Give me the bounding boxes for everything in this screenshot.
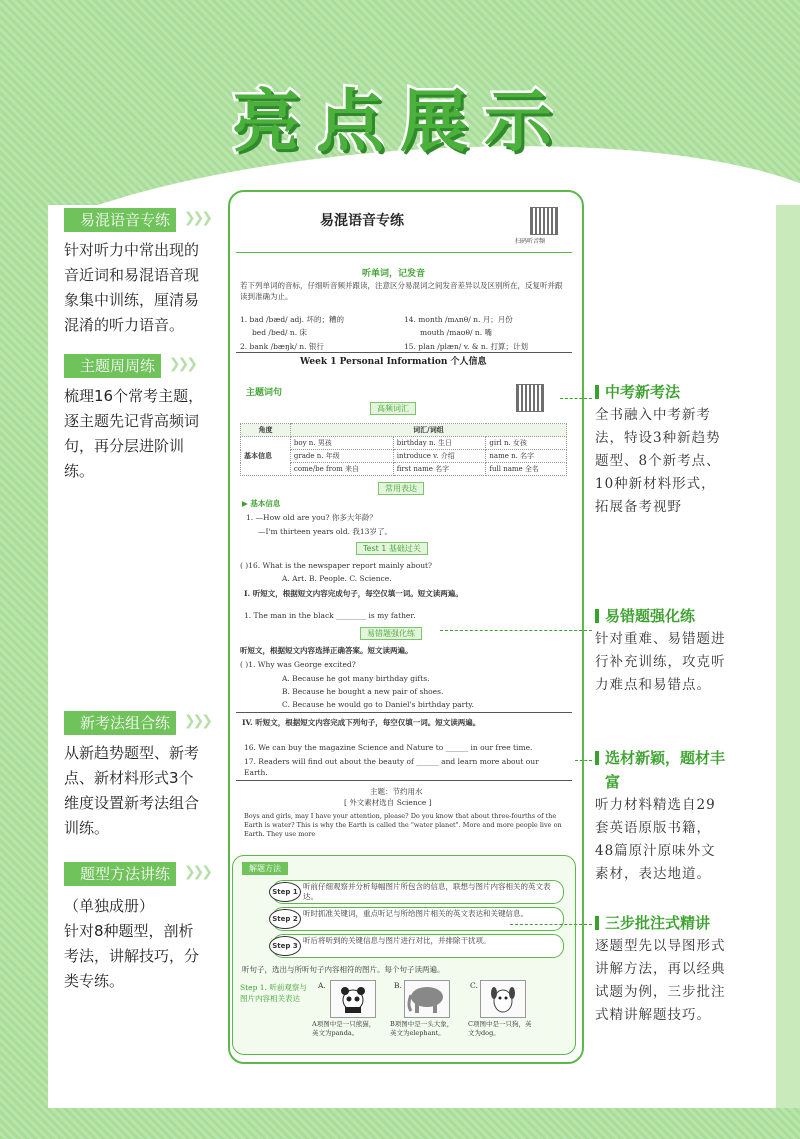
section-heading: 听单词，记发音 xyxy=(362,269,426,279)
right-text: 全书融入中考新考法，特设3种新趋势题型、8个新考点、10种新材料形式，拓展备考视野 xyxy=(595,407,721,515)
step-row xyxy=(272,907,564,931)
topic-source: [ 外文素材选自 Science ] xyxy=(344,798,432,807)
mc-instructions: 听短文，根据短文内容选择正确答案。短文读两遍。 xyxy=(240,646,413,655)
question: ( )16. What is the newspaper report mainly about? xyxy=(240,561,433,570)
connector-line xyxy=(560,398,592,399)
dog-icon xyxy=(481,981,525,1017)
instructions: 若下列单词的音标，仔细听音频并跟读，注意区分易混词之间发音差异以及区别所在，反复听并跟读到准确为止。 xyxy=(240,281,563,301)
table-cell: name n. 名字 xyxy=(486,450,567,463)
divider xyxy=(236,252,572,253)
pic-label: A. xyxy=(318,981,326,990)
dog-image xyxy=(480,980,526,1018)
table-row xyxy=(241,437,567,450)
table-cell: grade n. 年级 xyxy=(290,450,393,463)
right-item-3 xyxy=(595,746,727,886)
right-text: 逐题型先以导图形式讲解方法，再以经典试题为例，三步批注式精讲解题技巧。 xyxy=(595,938,726,1023)
table-cell: birthday n. 生日 xyxy=(393,437,486,450)
vocab-pill: 高频词汇 xyxy=(370,402,416,415)
page-title: 亮点展示 xyxy=(231,82,568,162)
table-cell: first name 名字 xyxy=(393,463,486,476)
table-row-label: 基本信息 xyxy=(241,437,291,476)
step-badge: Step 3 xyxy=(269,936,301,956)
left-border-pattern xyxy=(0,205,48,1139)
connector-line xyxy=(510,924,592,925)
pic-label: C. xyxy=(470,981,478,990)
qr-code-icon-2 xyxy=(516,384,544,412)
step-text: 听时抓准关键词，重点听记与所给图片相关的英文表达和关键信息。 xyxy=(303,909,528,918)
right-border xyxy=(776,205,800,1139)
step-badge: Step 1 xyxy=(269,882,301,902)
doc-title: 易混语音专练 xyxy=(320,213,404,229)
pic-caption: C项图中是一只狗，英文为dog。 xyxy=(468,1020,532,1037)
iv-question: 16. We can buy the magazine Science and Nature to ______ in our free time. xyxy=(244,743,533,752)
right-item-2 xyxy=(595,604,727,697)
word-item: 1. bad /bæd/ adj. 坏的；糟的 xyxy=(240,315,344,324)
week-title: Week 1 Personal Information 个人信息 xyxy=(300,357,487,367)
right-heading: 中考新考法 xyxy=(595,380,727,404)
qr-code-icon xyxy=(530,207,558,235)
elephant-image xyxy=(404,980,450,1018)
word-item: 15. plan /plæn/ v. & n. 打算；计划 xyxy=(404,342,528,351)
left-tag: 主题周周练 ❯❯❯ xyxy=(64,354,161,378)
word-item: 2. bank /bæŋk/ n. 银行 xyxy=(240,342,324,351)
vocab-table xyxy=(240,423,567,476)
word-item: mouth /maʊθ/ n. 嘴 xyxy=(420,328,492,337)
right-heading: 选材新颖，题材丰富 xyxy=(595,746,727,794)
qr-label: 扫码听音频 xyxy=(515,238,546,245)
connector-line xyxy=(575,760,592,761)
step-text: 听前仔细观察并分析每幅图片所包含的信息，联想与图片内容相关的英文表达。 xyxy=(303,882,551,901)
question-options: A. Art. B. People. C. Science. xyxy=(282,574,392,583)
mc-option: C. Because he would go to Daniel's birthday party. xyxy=(282,700,474,709)
table-cell: come/be from 来自 xyxy=(290,463,393,476)
example-step: Step 1. 听前观察与图片内容相关表达 xyxy=(240,983,307,1003)
expr-line: 1. —How old are you? 你多大年龄？ xyxy=(246,513,377,522)
bottom-border-pattern xyxy=(0,1108,800,1139)
word-item: 14. month /mʌnθ/ n. 月；月份 xyxy=(404,315,513,324)
method-heading: 解题方法 xyxy=(242,862,288,875)
material-text: Boys and girls, may I have your attention, please? Do you know that about three-fourths of the Earth is water? This is why the Earth is called the "water planet". More and more people live on Earth. They use more xyxy=(244,812,562,838)
right-item-1 xyxy=(595,380,727,519)
connector-line xyxy=(440,630,592,631)
left-tag: 题型方法讲练 ❯❯❯ xyxy=(64,862,176,886)
mc-option: B. Because he bought a new pair of shoes. xyxy=(282,687,444,696)
table-cell: full name 全名 xyxy=(486,463,567,476)
left-text: 从新趋势题型、新考点、新材料形式3个维度设置新考法组合训练。 xyxy=(64,744,200,837)
table-cell: boy n. 男孩 xyxy=(290,437,393,450)
left-tag: 新考法组合练 ❯❯❯ xyxy=(64,711,176,735)
left-tag: 易混语音专练 ❯❯❯ xyxy=(64,208,176,232)
pic-caption: B项图中是一头大象，英文为elephant。 xyxy=(390,1020,454,1037)
divider xyxy=(236,352,572,353)
step-row xyxy=(272,934,564,958)
step-badge: Step 2 xyxy=(269,909,301,929)
right-text: 针对重难、易错题进行补充训练，攻克听力难点和易错点。 xyxy=(595,631,726,693)
pic-label: B. xyxy=(394,981,402,990)
left-item-2 xyxy=(64,354,224,484)
panda-image xyxy=(330,980,376,1018)
mc-question: ( )1. Why was George excited? xyxy=(240,660,356,669)
expr-pill: 常用表达 xyxy=(378,482,424,495)
topic-note: 主题：节约用水 xyxy=(370,787,423,796)
left-text: 针对8种题型，剖析考法，讲解技巧，分类专练。 xyxy=(64,922,200,990)
table-header: 词汇/词组 xyxy=(290,424,566,437)
right-heading: 三步批注式精讲 xyxy=(595,911,727,935)
mc-option: A. Because he got many birthday gifts. xyxy=(282,674,430,683)
left-item-3 xyxy=(64,711,224,841)
divider xyxy=(236,712,572,713)
err-pill: 易错题强化练 xyxy=(360,627,422,640)
example-instructions: 听句子，选出与所听句子内容相符的图片。每个句子读两遍。 xyxy=(242,965,445,974)
pic-caption: A项图中是一只熊猫，英文为panda。 xyxy=(312,1020,376,1037)
iv-question: 17. Readers will find out about the beauty of ______ and learn more about our Earth. xyxy=(244,757,539,777)
table-header: 角度 xyxy=(241,424,291,437)
word-item: bed /bed/ n. 床 xyxy=(252,328,308,337)
elephant-icon xyxy=(405,981,449,1017)
table-cell: girl n. 女孩 xyxy=(486,437,567,450)
left-note: （单独成册） xyxy=(64,897,155,915)
expr-heading: ▶ 基本信息 xyxy=(242,499,281,508)
table-cell: introduce v. 介绍 xyxy=(393,450,486,463)
divider xyxy=(236,780,572,781)
left-text: 梳理16个常考主题，逐主题先记背高频词句，再分层进阶训练。 xyxy=(64,387,204,480)
left-item-1 xyxy=(64,208,224,338)
right-text: 听力材料精选自29套英语原版书籍，48篇原汁原味外文素材，表达地道。 xyxy=(595,797,716,882)
test-pill: Test 1 基础过关 xyxy=(356,542,428,555)
step-text: 听后将听到的关键信息与图片进行对比，并排除干扰项。 xyxy=(303,936,491,945)
right-heading: 易错题强化练 xyxy=(595,604,727,628)
expr-line: —I'm thirteen years old. 我13岁了。 xyxy=(258,527,392,536)
fill-instructions: I. 听短文，根据短文内容完成句子，每空仅填一词。短文读两遍。 xyxy=(244,589,463,598)
left-text: 针对听力中常出现的音近词和易混语音现象集中训练，厘清易混淆的听力语音。 xyxy=(64,241,200,334)
panda-icon xyxy=(331,981,375,1017)
right-item-4 xyxy=(595,911,727,1027)
left-item-4 xyxy=(64,862,224,994)
fill-question: 1. The man in the black ________ is my father. xyxy=(244,611,416,620)
section-iv-instructions: IV. 听短文，根据短文内容完成下列句子，每空仅填一词。短文读两遍。 xyxy=(242,718,481,727)
step-row xyxy=(272,880,564,904)
theme-heading: 主题词句 xyxy=(246,388,283,398)
